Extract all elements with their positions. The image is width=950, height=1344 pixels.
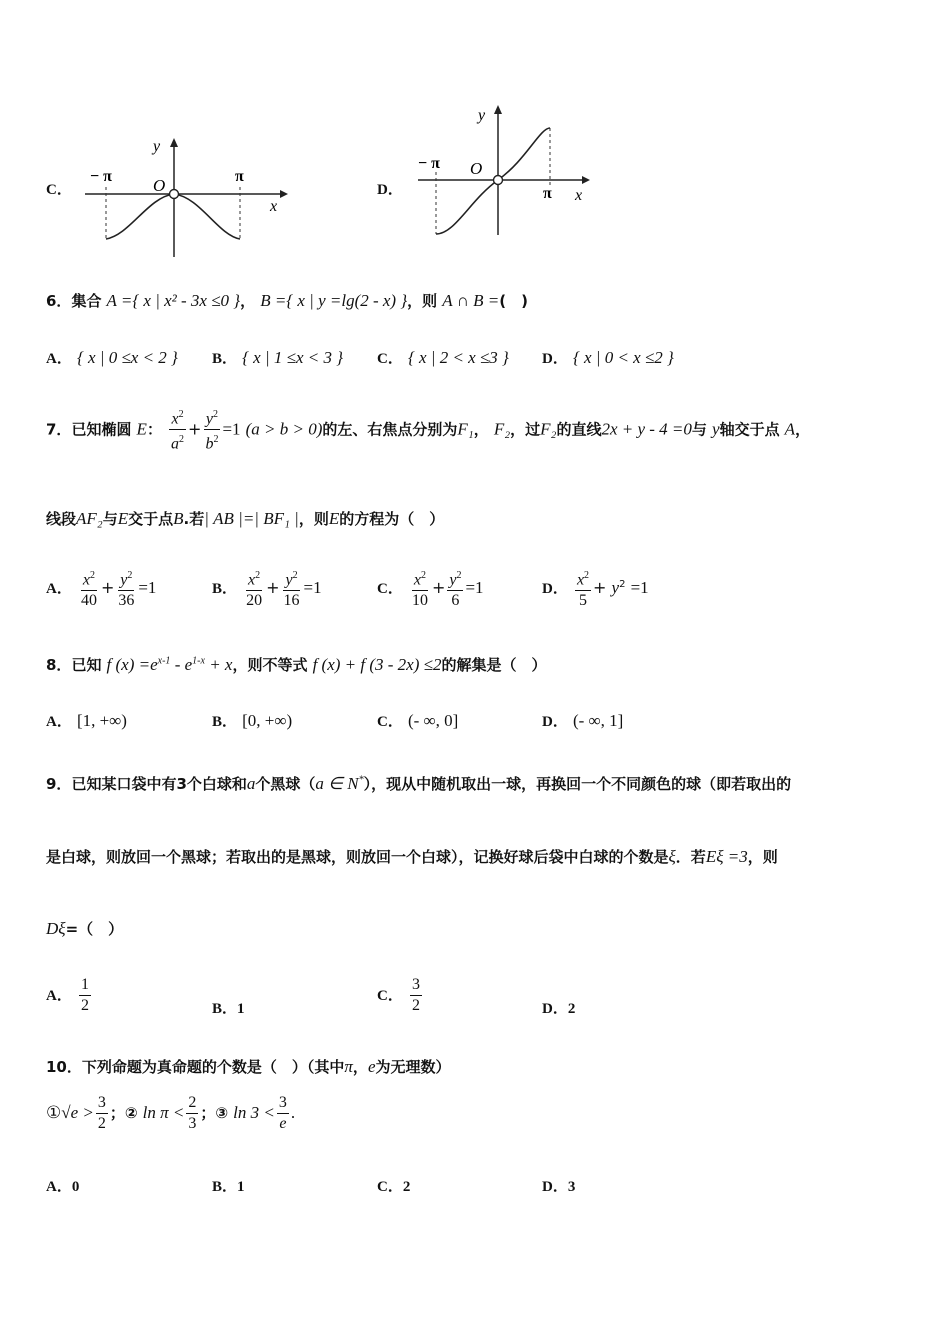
q9-option-d[interactable]: D．2 xyxy=(542,1001,576,1017)
x-label: x xyxy=(575,187,583,204)
graph-c xyxy=(80,135,290,260)
q10-option-c[interactable]: C．2 xyxy=(377,1179,411,1195)
q7-option-a[interactable]: A． $\frac{x^2}{40}$ + $\frac{y^2}{36}$ =1 xyxy=(46,566,156,611)
q6-set-a: A ={ x | x² - 3x ≤0 } xyxy=(106,291,241,310)
x-label: x xyxy=(270,198,278,215)
question-9-line-2: 是白球，则放回一个黑球；若取出的是黑球，则放回一个白球），记换好球后袋中白球的个数是ξ．若Eξ =3，则 xyxy=(46,847,778,866)
q8-option-c[interactable]: C． (- ∞, 0] xyxy=(377,711,459,730)
q9-option-b[interactable]: B．1 xyxy=(212,1001,245,1017)
option-c-label: C． xyxy=(46,182,72,198)
neg-pi-label: − π xyxy=(418,155,440,172)
question-9: 9．已知某口袋中有3个白球和a个黑球（a ∈ N*），现从中随机取出一球，再换回一个不同颜色的球（即若取出的 xyxy=(46,774,792,793)
q7-frac-y: $\frac{y^2}{b^2}$ xyxy=(203,405,220,455)
q8-option-d[interactable]: D． (- ∞, 1] xyxy=(542,711,624,730)
q9-option-c[interactable]: C． $\frac{3}{2}$ xyxy=(377,976,420,1014)
origin-open-dot xyxy=(494,176,503,185)
x-axis-arrow-icon xyxy=(280,190,288,198)
question-10: 10．下列命题为真命题的个数是（ ）（其中π，e为无理数） xyxy=(46,1057,451,1076)
question-9-line-3: Dξ=（ ） xyxy=(46,919,124,938)
q8-function: f $(x) =e^{x-1} - e^{1-x} + x$ xyxy=(106,655,233,674)
question-8: 8．已知 f $(x) =e^{x-1} - e^{1-x} + x$，则不等式 f (x) + f (3 - 2x) ≤2的解集是（ ） xyxy=(46,655,547,674)
q6-option-b[interactable]: B． { x | 1 ≤x < 3 } xyxy=(212,348,344,367)
pi-label: π xyxy=(235,168,244,185)
y-axis-arrow-icon xyxy=(494,105,502,114)
q6-option-a[interactable]: A． { x | 0 ≤x < 2 } xyxy=(46,348,178,367)
question-7: 7．已知椭圆 E： $\frac{x^2}{a^2}$ + $\frac{y^2}{b^2}$ =1 (a > b > 0)的左、右焦点分别为F₁， F₂，过F₂的直线2x + y - 4 =0与 y轴交于点 A， xyxy=(46,405,810,455)
curve-c xyxy=(106,194,240,239)
x-axis-arrow-icon xyxy=(582,176,590,184)
q8-option-a[interactable]: A． [1, +∞) xyxy=(46,711,127,730)
q8-option-b[interactable]: B． [0, +∞) xyxy=(212,711,293,730)
origin-open-dot xyxy=(170,190,179,199)
q6-paren: ( ) xyxy=(499,292,528,310)
q6-option-d[interactable]: D． { x | 0 < x ≤2 } xyxy=(542,348,674,367)
q7-option-b[interactable]: B． $\frac{x^2}{20}$ + $\frac{y^2}{16}$ =1 xyxy=(212,566,322,611)
q10-option-d[interactable]: D．3 xyxy=(542,1179,576,1195)
graph-d xyxy=(410,100,600,240)
q7-number: 7． xyxy=(46,420,72,439)
q6-set-b: B ={ x | y =lg(2 - x) } xyxy=(260,291,408,310)
q7-option-c[interactable]: C． $\frac{x^2}{10}$ + $\frac{y^2}{6}$ =1 xyxy=(377,566,484,611)
q6-stem-a: 集合 xyxy=(71,292,102,310)
q10-number: 10． xyxy=(46,1058,82,1076)
q10-option-a[interactable]: A．0 xyxy=(46,1179,80,1195)
q6-sep: ， xyxy=(240,292,256,310)
q9-number: 9． xyxy=(46,775,72,793)
q6-number: 6． xyxy=(46,292,72,310)
y-axis-arrow-icon xyxy=(170,138,178,147)
option-d-label: D． xyxy=(377,182,403,198)
q10-statements: ①√e > $\frac{3}{2}$ ；② ln π < $\frac{2}{3}$ ；③ ln 3 < $\frac{3}{e}$ . xyxy=(46,1094,296,1132)
pi-label: π xyxy=(543,185,552,202)
q7-frac-x: $\frac{x^2}{a^2}$ xyxy=(169,405,186,455)
origin-label: O xyxy=(470,159,483,178)
origin-label: O xyxy=(153,176,166,195)
q9-option-a[interactable]: A． $\frac{1}{2}$ xyxy=(46,976,89,1014)
q10-option-b[interactable]: B．1 xyxy=(212,1179,245,1195)
q6-stem-b: ，则 xyxy=(407,292,438,310)
q8-number: 8． xyxy=(46,656,72,674)
neg-pi-label: − π xyxy=(90,168,112,185)
question-6 xyxy=(46,290,528,311)
q6-expr: A ∩ B = xyxy=(442,291,500,310)
q6-option-c[interactable]: C． { x | 2 < x ≤3 } xyxy=(377,348,509,367)
y-label: y xyxy=(478,107,486,124)
question-7-line-2: 线段AF₂与E交于点B.若| AB |=| BF₁ |，则E的方程为（ ） xyxy=(46,509,445,528)
y-label: y xyxy=(153,138,161,155)
q7-option-d[interactable]: D． $\frac{x^2}{5}$ + $y^2 =1$ xyxy=(542,566,649,611)
